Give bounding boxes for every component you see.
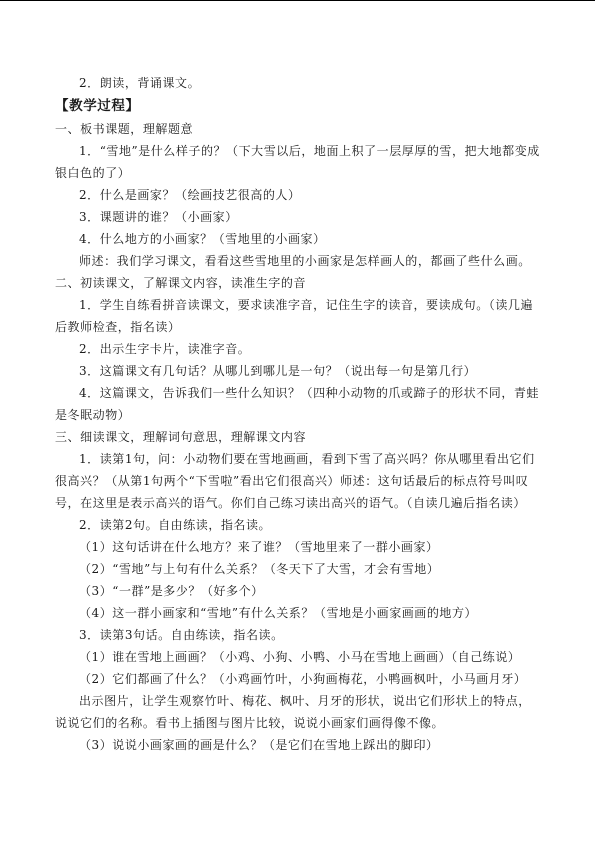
paragraph: （1）谁在雪地上画画？（小鸡、小狗、小鸭、小马在雪地上画画）（自己练说） — [79, 650, 521, 664]
paragraph: 师述：我们学习课文，看看这些雪地里的小画家是怎样画人的，都画了些什么画。 — [79, 254, 531, 268]
section-heading: 【教学过程】 — [55, 98, 140, 114]
paragraph: 4．什么地方的小画家？（雪地里的小画家） — [79, 232, 326, 246]
paragraph: 1．读第1句，问：小动物们要在雪地画画，看到下雪了高兴吗？你从哪里看出它们很高兴？（从第1句两个“下雪啦”看出它们很高兴）师述：这句话最后的标点符号叫叹号，在这里是表示高兴的语气。你们自己练习读出高兴的语气。（自读几遍后指名读） — [55, 452, 535, 510]
paragraph: （3）说说小画家画的画是什么？（是它们在雪地上踩出的脚印） — [79, 738, 439, 752]
paragraph: 1．“雪地”是什么样子的？（下大雪以后，地面上积了一层厚厚的雪，把大地都变成银白色的了） — [55, 144, 540, 180]
paragraph: 2．读第2句。自由练读，指名读。 — [79, 518, 272, 532]
paragraph: 一、板书课题，理解题意 — [55, 122, 194, 136]
paragraph: （2）“雪地”与上句有什么关系？（冬天下了大雪，才会有雪地） — [79, 562, 440, 576]
paragraph: 3．读第3句话。自由练读，指名读。 — [79, 628, 284, 642]
paragraph: （1）这句话讲在什么地方？来了谁？（雪地里来了一群小画家） — [79, 540, 439, 554]
paragraph: 二、初读课文，了解课文内容，读准生字的音 — [55, 276, 307, 290]
paragraph: 2．什么是画家？（绘画技艺很高的人） — [79, 188, 301, 202]
page-top-rule — [0, 0, 595, 1]
paragraph: （4）这一群小画家和“雪地”有什么关系？（雪地是小画家画画的地方） — [79, 606, 478, 620]
paragraph: 4．这篇课文，告诉我们一些什么知识？（四种小动物的爪或蹄子的形状不同，青蛙是冬眠动物） — [55, 386, 539, 422]
paragraph: 2．朗读，背诵课文。 — [79, 76, 201, 90]
paragraph: （2）它们都画了什么？（小鸡画竹叶，小狗画梅花，小鸭画枫叶，小马画月牙） — [79, 672, 527, 686]
document-body — [55, 72, 541, 756]
paragraph: 3．这篇课文有几句话？从哪儿到哪儿是一句？（说出每一句是第几行） — [79, 364, 477, 378]
paragraph: 2．出示生字卡片，读准字音。 — [79, 342, 251, 356]
paragraph: 出示图片，让学生观察竹叶、梅花、枫叶、月牙的形状，说出它们形状上的特点，说说它们的名称。看书上插图与图片比较，说说小画家们画得像不像。 — [55, 694, 531, 730]
paragraph: 1．学生自练看拼音读课文，要求读准字音，记住生字的读音，要读成句。（读几遍后教师检查，指名读） — [55, 298, 533, 334]
paragraph: 三、细读课文，理解词句意思，理解课文内容 — [55, 430, 307, 444]
paragraph: （3）“一群”是多少？（好多个） — [79, 584, 264, 598]
paragraph: 3．课题讲的谁？（小画家） — [79, 210, 238, 224]
